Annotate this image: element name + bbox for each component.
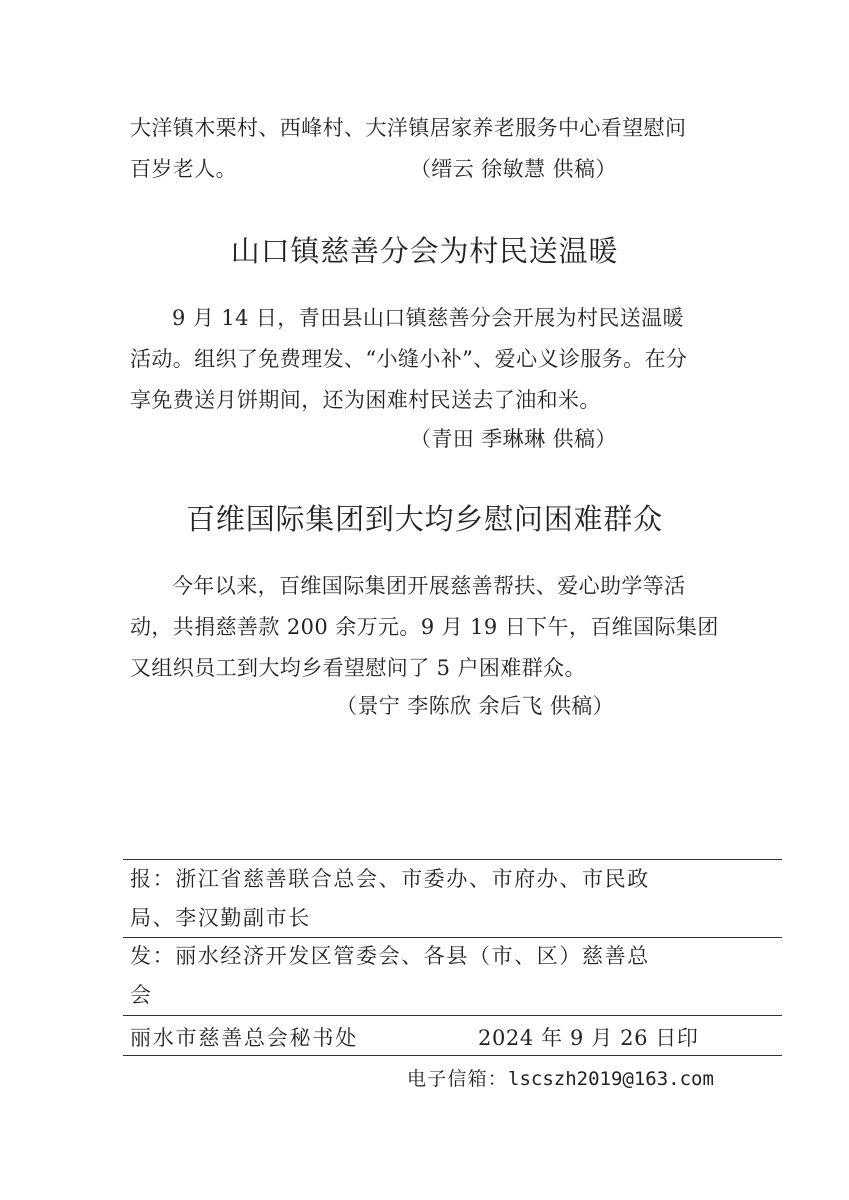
email-label: 电子信箱： <box>407 1068 509 1090</box>
footer-send <box>130 937 730 1015</box>
article-paragraph <box>130 298 730 421</box>
email-row <box>407 1064 714 1091</box>
article-line: 今年以来，百维国际集团开展慈善帮扶、爱心助学等活 <box>172 574 686 598</box>
issuer-name: 丽水市慈善总会秘书处 <box>130 1026 358 1050</box>
article-line: 活动。组织了免费理发、“小缝小补”、爱心义诊服务。在分 <box>130 347 688 371</box>
article-line: 动，共捐慈善款 200 余万元。9 月 19 日下午，百维国际集团 <box>130 615 719 639</box>
footer-divider <box>123 1015 782 1016</box>
article-line: 9 月 14 日，青田县山口镇慈善分会开展为村民送温暖 <box>172 306 684 330</box>
article-title: 百维国际集团到大均乡慰问困难群众 <box>186 502 663 536</box>
intro-line: 大洋镇木栗村、西峰村、大洋镇居家养老服务中心看望慰问 <box>130 116 687 140</box>
intro-credit: （缙云 徐敏慧 供稿） <box>410 157 617 181</box>
article-paragraph <box>130 566 730 689</box>
intro-line: 百岁老人。 <box>130 157 237 181</box>
send-line: 会 <box>130 983 153 1007</box>
article-line: 享免费送月饼期间，还为困难村民送去了油和米。 <box>130 388 601 412</box>
report-line: 局、李汉勤副市长 <box>130 906 311 930</box>
send-line: 发：丽水经济开发区管委会、各县（市、区）慈善总 <box>130 944 650 968</box>
article-line: 又组织员工到大均乡看望慰问了 5 户困难群众。 <box>130 656 586 680</box>
print-date: 2024 年 9 月 26 日印 <box>478 1026 699 1050</box>
article-credit: （景宁 李陈欣 余后飞 供稿） <box>336 694 615 718</box>
article-title: 山口镇慈善分会为村民送温暖 <box>230 234 619 268</box>
footer-report <box>130 860 730 938</box>
email-address: lscszh2019@163.com <box>508 1068 714 1090</box>
footer-divider <box>123 1055 782 1056</box>
article-credit: （青田 季琳琳 供稿） <box>410 427 617 451</box>
report-line: 报：浙江省慈善联合总会、市委办、市府办、市民政 <box>130 867 650 891</box>
